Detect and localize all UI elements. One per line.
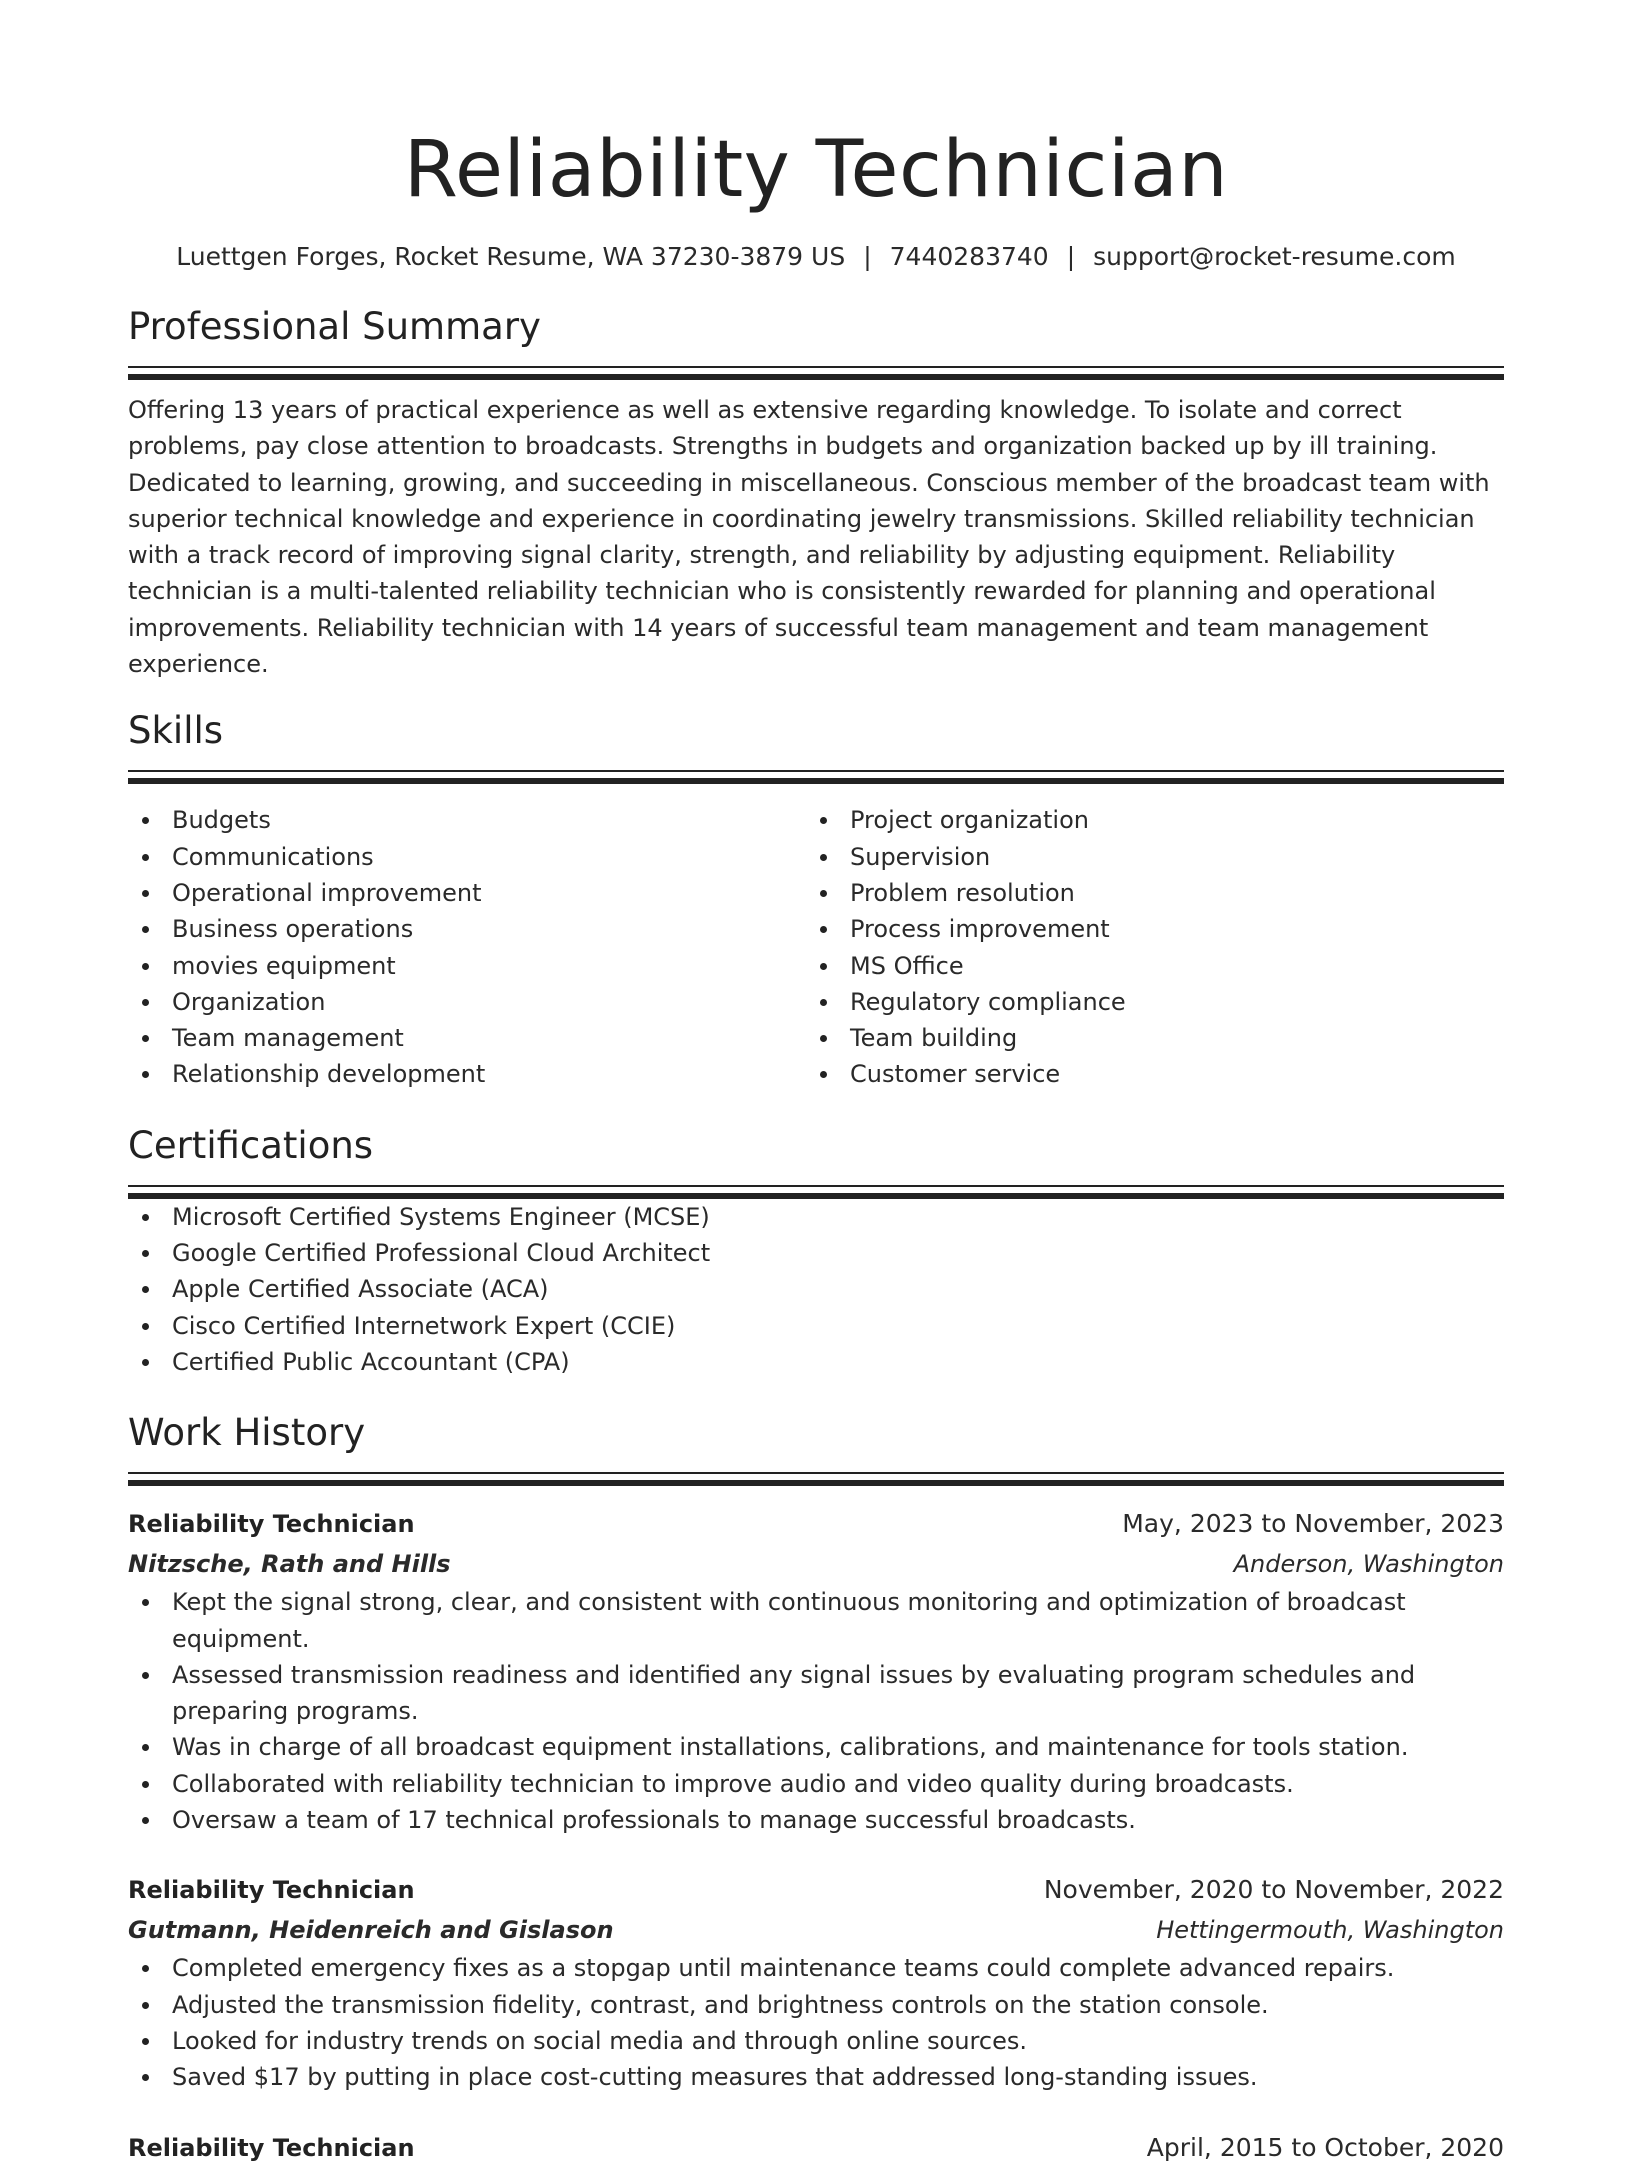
job-entry [128, 1504, 1504, 1838]
job-bullet: Oversaw a team of 17 technical professionals to manage successful broadcasts. [128, 1802, 1504, 1838]
job-company-row [128, 1910, 1504, 1950]
summary-text: Offering 13 years of practical experience as well as extensive regarding knowledge. To isolate and correct problems, pay close attention to broadcasts. Strengths in budgets and organization backed up by ill training. Dedicated to learning, growing, and succeeding in miscellaneous. Conscious member of the broadcast team with superior technical knowledge and experience in coordinating jewelry transmissions. Skilled reliability technician with a track record of improving signal clarity, strength, and reliability by adjusting equipment. Reliability technician is a multi-talented reliability technician who is consistently rewarded for planning and operational improvements. Reliability technician with 14 years of successful team management and team management experience. [128, 396, 1490, 679]
certification-list [128, 1199, 1504, 1380]
skill-item: Communications [128, 839, 806, 875]
job-title: Reliability Technician [128, 1510, 415, 1539]
section-divider [128, 1185, 1504, 1199]
skill-item: Organization [128, 984, 806, 1020]
job-header-row [128, 2128, 1504, 2168]
job-bullet: Assessed transmission readiness and identified any signal issues by evaluating program schedules and preparing programs. [128, 1657, 1504, 1730]
contact-separator: | [863, 242, 872, 271]
skill-item: Team building [806, 1020, 1484, 1056]
skill-item: Budgets [128, 802, 806, 838]
skill-item: Business operations [128, 911, 806, 947]
job-dates: November, 2020 to November, 2022 [1043, 1875, 1504, 1905]
section-divider [128, 1472, 1504, 1486]
job-company: Gutmann, Heidenreich and Gislason [128, 1916, 614, 1945]
skill-item: movies equipment [128, 948, 806, 984]
section-professional-summary [128, 302, 1504, 682]
skills-grid [128, 802, 1504, 1092]
certification-item: Certified Public Accountant (CPA) [128, 1344, 1504, 1380]
section-certifications [128, 1121, 1504, 1380]
skill-item: MS Office [806, 948, 1484, 984]
section-skills [128, 706, 1504, 1092]
contact-separator: | [1066, 242, 1076, 271]
job-company-row [128, 1544, 1504, 1584]
skill-item: Project organization [806, 802, 1484, 838]
job-title: Reliability Technician [128, 1876, 415, 1905]
contact-phone: 7440283740 [889, 242, 1049, 271]
job-bullet: Adjusted the transmission fidelity, contrast, and brightness controls on the station console. [128, 1987, 1504, 2023]
section-title: Professional Summary [128, 305, 541, 348]
certification-item: Microsoft Certified Systems Engineer (MCSE) [128, 1199, 1504, 1235]
skill-item: Team management [128, 1020, 806, 1056]
job-bullet-list [128, 1950, 1504, 2095]
section-divider [128, 366, 1504, 380]
contact-line [128, 240, 1504, 274]
section-title: Work History [128, 1411, 366, 1455]
job-bullet: Was in charge of all broadcast equipment installations, calibrations, and maintenance for tools station. [128, 1729, 1504, 1765]
job-location: Hettingermouth, Washington [1156, 1916, 1504, 1945]
job-dates: April, 2015 to October, 2020 [1146, 2132, 1504, 2162]
contact-address: Luettgen Forges, Rocket Resume, WA 37230-3879 US [176, 242, 846, 271]
section-title: Certifications [128, 1123, 374, 1167]
job-header-row [128, 1870, 1504, 1910]
skill-item: Supervision [806, 839, 1484, 875]
skill-item: Problem resolution [806, 875, 1484, 911]
job-entry [128, 1870, 1504, 2095]
skills-column-right [806, 802, 1484, 1092]
skill-item: Customer service [806, 1056, 1484, 1092]
skill-item: Operational improvement [128, 875, 806, 911]
job-location: Anderson, Washington [1233, 1550, 1504, 1579]
section-work-history [128, 1408, 1504, 2167]
job-title: Reliability Technician [128, 2133, 415, 2162]
job-bullet-list [128, 1584, 1504, 1838]
certification-item: Apple Certified Associate (ACA) [128, 1271, 1504, 1307]
skill-item: Regulatory compliance [806, 984, 1484, 1020]
job-bullet: Kept the signal strong, clear, and consistent with continuous monitoring and optimization of broadcast equipment. [128, 1584, 1504, 1657]
section-divider [128, 770, 1504, 784]
job-company: Nitzsche, Rath and Hills [128, 1550, 451, 1579]
section-title: Skills [128, 709, 224, 753]
job-bullet: Completed emergency fixes as a stopgap until maintenance teams could complete advanced repairs. [128, 1950, 1504, 1986]
skills-column-left [128, 802, 806, 1092]
certification-item: Cisco Certified Internetwork Expert (CCIE) [128, 1308, 1504, 1344]
certification-item: Google Certified Professional Cloud Architect [128, 1235, 1504, 1271]
job-entry [128, 2128, 1504, 2168]
resume-page [128, 0, 1504, 2168]
resume-name: Reliability Technician [403, 125, 1229, 215]
job-bullet: Looked for industry trends on social media and through online sources. [128, 2023, 1504, 2059]
job-bullet: Saved $17 by putting in place cost-cutting measures that addressed long-standing issues. [128, 2059, 1504, 2095]
job-dates: May, 2023 to November, 2023 [1122, 1509, 1504, 1539]
job-bullet: Collaborated with reliability technician to improve audio and video quality during broadcasts. [128, 1766, 1504, 1802]
job-header-row [128, 1504, 1504, 1544]
skill-item: Process improvement [806, 911, 1484, 947]
contact-email: support@rocket-resume.com [1093, 242, 1456, 271]
skill-item: Relationship development [128, 1056, 806, 1092]
